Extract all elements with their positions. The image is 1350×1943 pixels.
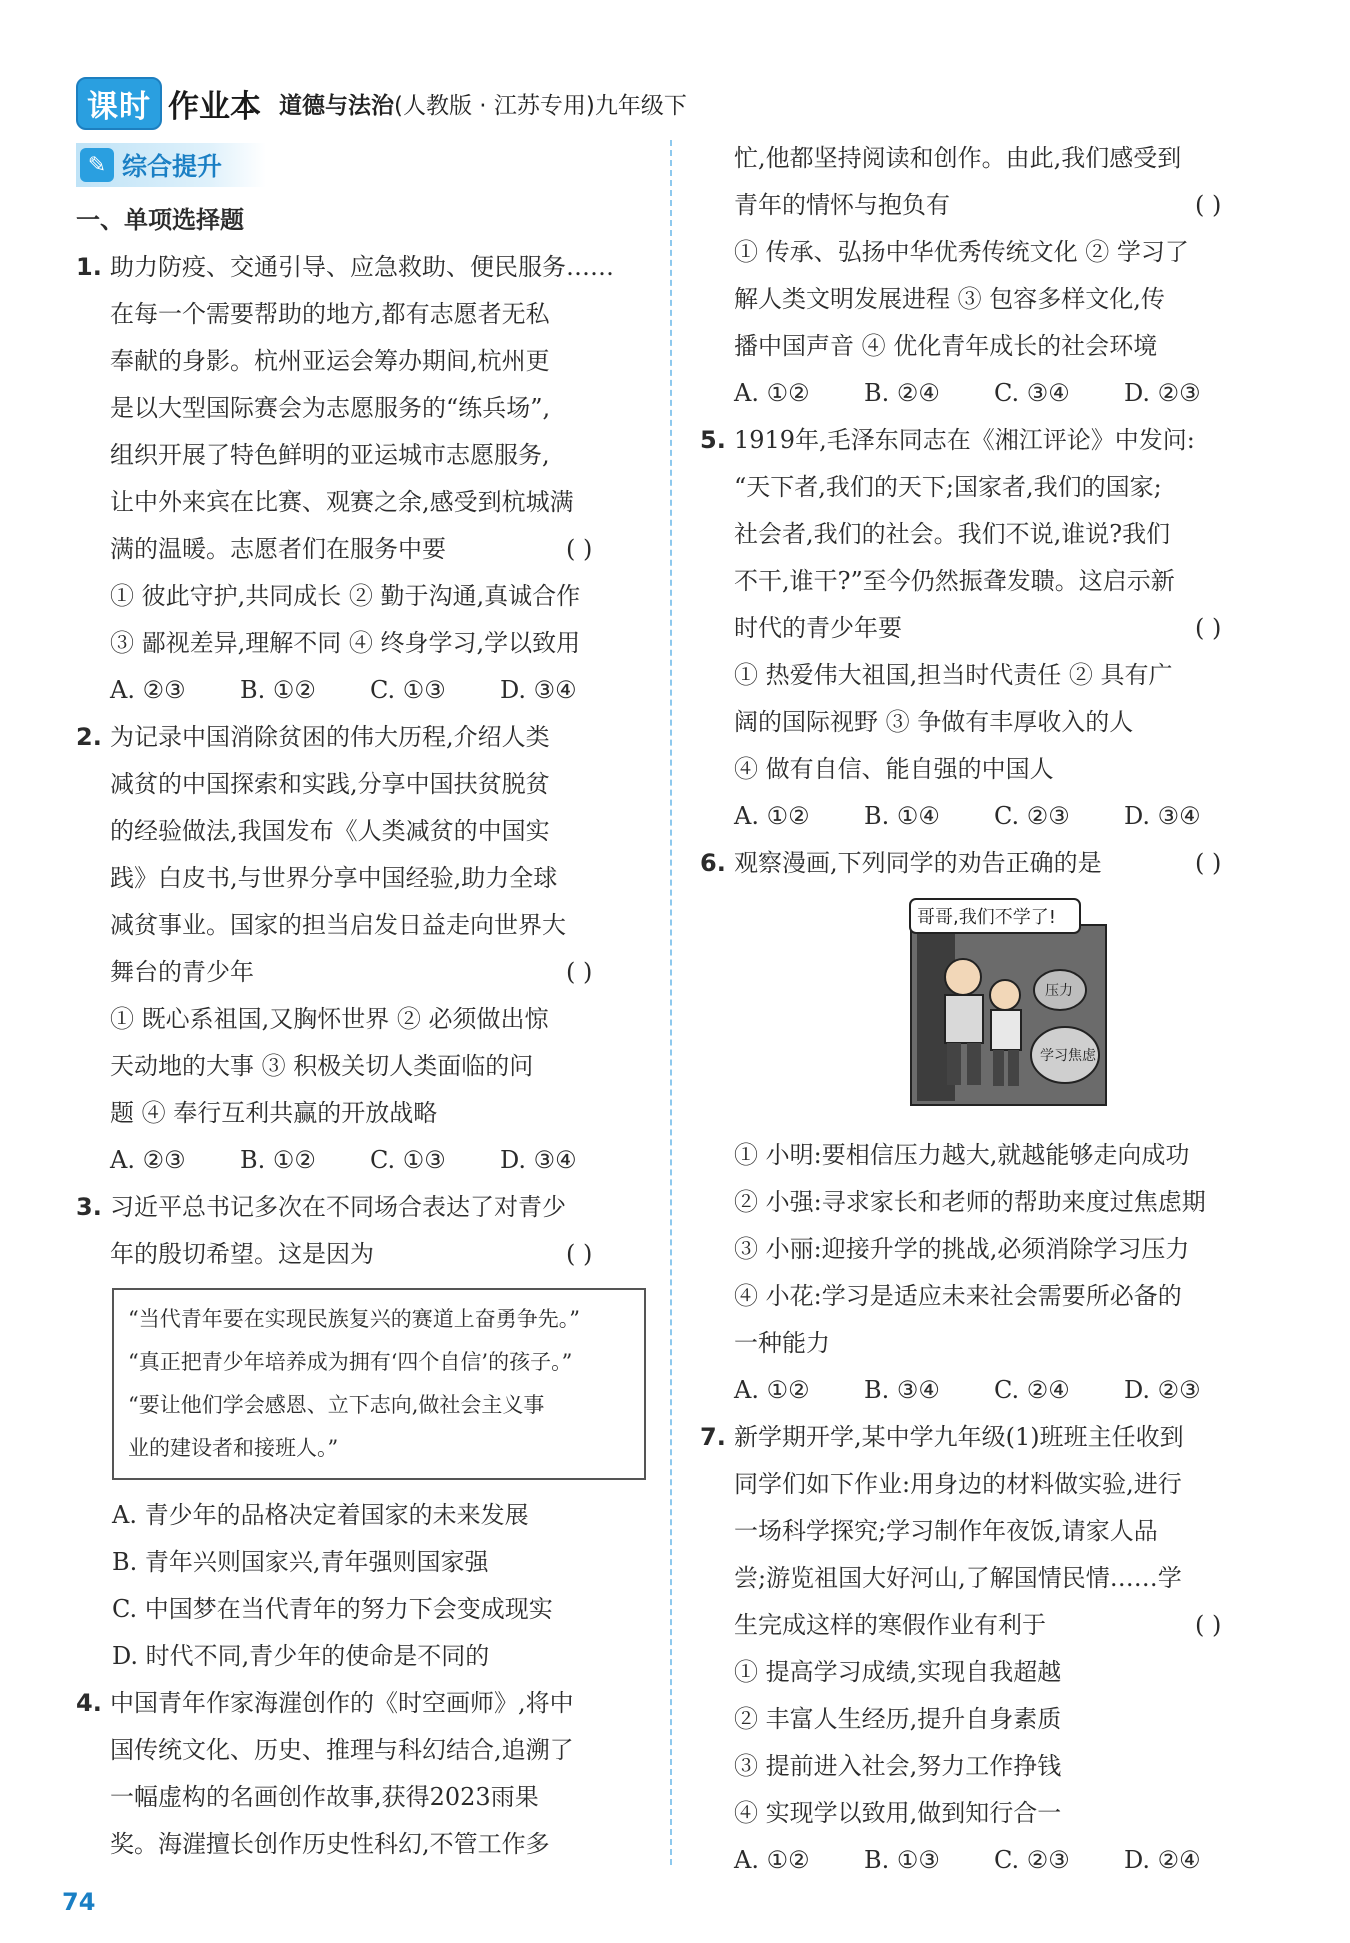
stem-line: 青年的情怀与抱负有 ( ) [700,182,1275,229]
option-c: C. ②③ [994,1846,1070,1874]
stem-line: 同学们如下作业:用身边的材料做实验,进行 [734,1470,1182,1498]
cartoon-image [905,895,1110,1110]
choice-item: 题 ④ 奉行互利共赢的开放战略 [110,1099,438,1127]
choice-item: ① 提高学习成绩,实现自我超越 [734,1658,1062,1686]
stem-line: 在每一个需要帮助的地方,都有志愿者无私 [110,300,550,328]
option-a: A. ①② [734,1376,810,1404]
stem-line: “天下者,我们的天下;国家者,我们的国家; [734,473,1162,501]
choice-item: ① 既心系祖国,又胸怀世界 ② 必须做出惊 [110,1005,549,1033]
option-d: D. 时代不同,青少年的使命是不同的 [112,1642,490,1670]
section-title: 综合提升 [122,152,223,181]
answer-blank: ( ) [566,1240,593,1268]
stem-line: 一幅虚构的名画创作故事,获得2023雨果 [110,1783,539,1811]
option-b: B. ①② [240,676,316,704]
choice-item: ④ 实现学以致用,做到知行合一 [734,1799,1062,1827]
stem-line: 生完成这样的寒假作业有利于 ( ) [734,1602,1275,1649]
option-b: B. ①② [240,1146,316,1174]
stem-line: 为记录中国消除贫困的伟大历程,介绍人类 [110,723,550,751]
stem-line: 尝;游览祖国大好河山,了解国情民情……学 [734,1564,1182,1592]
stem-line: 习近平总书记多次在不同场合表达了对青少 [110,1193,566,1221]
question-number: 6. [700,849,726,877]
anxiety-label: 学习焦虑 [1040,1048,1096,1064]
answer-options [700,1367,1275,1414]
stem-line: 满的温暖。志愿者们在服务中要 ( ) [110,526,646,573]
choice-item: ③ 提前进入社会,努力工作挣钱 [734,1752,1062,1780]
question-1 [76,244,646,714]
question-number: 4. [76,1689,102,1717]
child-head [990,980,1020,1010]
option-a: A. 青少年的品格决定着国家的未来发展 [112,1501,529,1529]
stem-line: 奖。海漄擅长创作历史性科幻,不管工作多 [110,1830,550,1858]
stem-line: 是以大型国际赛会为志愿服务的“练兵场”, [110,394,551,422]
option-a: A. ①② [734,379,810,407]
answer-blank: ( ) [1195,614,1222,642]
choice-item: ① 传承、弘扬中华优秀传统文化 ② 学习了 [734,238,1189,266]
option-d: D. ③④ [1124,802,1201,830]
choice-item: ④ 小花:学习是适应未来社会需要所必备的 [734,1282,1182,1310]
option-a: A. ②③ [110,676,186,704]
quote-line: “当代青年要在实现民族复兴的赛道上奋勇争先。” [128,1307,580,1331]
question-number: 1. [76,253,102,281]
choice-item: ④ 做有自信、能自强的中国人 [734,755,1054,783]
choice-item: ① 热爱伟大祖国,担当时代责任 ② 具有广 [734,661,1173,689]
answer-blank: ( ) [1195,191,1222,219]
stem-line: 新学期开学,某中学九年级(1)班班主任收到 [734,1423,1184,1451]
pencil-check-icon: ✎ [80,148,114,182]
option-b: B. 青年兴则国家兴,青年强则国家强 [112,1548,489,1576]
question-number: 3. [76,1193,102,1221]
option-d: D. ②③ [1124,379,1201,407]
choice-item: ② 小强:寻求家长和老师的帮助来度过焦虑期 [734,1188,1206,1216]
left-column [76,200,646,1868]
answer-options [700,793,1275,840]
question-7 [700,1414,1275,1884]
stem-line: 社会者,我们的社会。我们不说,谁说?我们 [734,520,1171,548]
stem-line: 1919年,毛泽东同志在《湘江评论》中发问: [734,426,1195,454]
quote-line: “要让他们学会感恩、立下志向,做社会主义事 [128,1393,545,1417]
pressure-label: 压力 [1045,983,1073,999]
question-type-heading: 一、单项选择题 [76,206,244,234]
stem-line: 的经验做法,我国发布《人类减贫的中国实 [110,817,550,845]
stem-line: 助力防疫、交通引导、应急救助、便民服务…… [110,253,614,281]
stem-line: 践》白皮书,与世界分享中国经验,助力全球 [110,864,558,892]
stem-line: 减贫事业。国家的担当启发日益走向世界大 [110,911,566,939]
question-4 [76,1680,646,1868]
answer-options [700,370,1275,417]
question-6 [700,840,1275,1414]
option-c: C. ①③ [370,676,446,704]
stem-line: 国传统文化、历史、推理与科幻结合,追溯了 [110,1736,574,1764]
subject-title: 道德与法治(人教版 · 江苏专用)九年级下 [279,92,687,119]
option-c: C. ③④ [994,379,1070,407]
right-column [700,135,1275,1884]
stem-line: 年的殷切希望。这是因为 ( ) [110,1231,646,1278]
question-number: 7. [700,1423,726,1451]
choice-item: ③ 鄙视差异,理解不同 ④ 终身学习,学以致用 [110,629,581,657]
stem-line: 不干,谁干?”至今仍然振聋发聩。这启示新 [734,567,1175,595]
option-d: D. ③④ [500,676,577,704]
answer-blank: ( ) [566,535,593,563]
speech-text: 哥哥,我们不学了! [917,907,1056,928]
option-c: C. ①③ [370,1146,446,1174]
child-body [991,1010,1021,1050]
option-a: A. ①② [734,1846,810,1874]
quote-line: “真正把青少年培养成为拥有‘四个自信’的孩子。” [128,1350,573,1374]
stem-line: 组织开展了特色鲜明的亚运城市志愿服务, [110,441,550,469]
quote-box [112,1288,646,1480]
brand-name: 作业本 [168,88,261,125]
option-d: D. ②④ [1124,1846,1201,1874]
choice-item: ① 小明:要相信压力越大,就越能够走向成功 [734,1141,1190,1169]
option-c: C. 中国梦在当代青年的努力下会变成现实 [112,1595,553,1623]
option-b: B. ②④ [864,379,940,407]
answer-options [76,1137,646,1184]
stem-line: 让中外来宾在比赛、观赛之余,感受到杭城满 [110,488,574,516]
column-divider [670,140,672,1865]
stem-line: 忙,他都坚持阅读和创作。由此,我们感受到 [734,144,1182,172]
choice-item: ② 丰富人生经历,提升自身素质 [734,1705,1062,1733]
option-a: A. ①② [734,802,810,830]
stem-line: 舞台的青少年 ( ) [110,949,646,996]
boy-body [945,995,983,1043]
option-b: B. ①④ [864,802,940,830]
answer-blank: ( ) [1195,1611,1222,1639]
page-number: 74 [62,1888,96,1916]
stem-line: 减贫的中国探索和实践,分享中国扶贫脱贫 [110,770,550,798]
question-2 [76,714,646,1184]
quote-line: 业的建设者和接班人。” [128,1436,339,1460]
question-3 [76,1184,646,1680]
stem-line: 奉献的身影。杭州亚运会筹办期间,杭州更 [110,347,550,375]
answer-blank: ( ) [1195,849,1222,877]
section-badge [76,143,266,187]
choice-item: ③ 小丽:迎接升学的挑战,必须消除学习压力 [734,1235,1190,1263]
option-a: A. ②③ [110,1146,186,1174]
question-number: 5. [700,426,726,454]
stem-line: 观察漫画,下列同学的劝告正确的是 ( ) [734,840,1275,887]
option-b: B. ①③ [864,1846,940,1874]
question-4-continued [700,135,1275,417]
option-c: C. ②③ [994,802,1070,830]
answer-options [76,667,646,714]
question-5 [700,417,1275,840]
option-d: D. ②③ [1124,1376,1201,1404]
choice-item: ① 彼此守护,共同成长 ② 勤于沟通,真诚合作 [110,582,581,610]
boy-head [945,959,981,995]
stem-line: 一场科学探究;学习制作年夜饭,请家人品 [734,1517,1158,1545]
choice-item: 天动地的大事 ③ 积极关切人类面临的问 [110,1052,534,1080]
choice-item: 播中国声音 ④ 优化青年成长的社会环境 [734,332,1158,360]
option-d: D. ③④ [500,1146,577,1174]
brand-logo: 课时 [76,77,162,130]
answer-options [700,1837,1275,1884]
question-number: 2. [76,723,102,751]
choice-item: 一种能力 [734,1329,830,1357]
answer-blank: ( ) [566,958,593,986]
option-b: B. ③④ [864,1376,940,1404]
choice-item: 解人类文明发展进程 ③ 包容多样文化,传 [734,285,1165,313]
stem-line: 中国青年作家海漄创作的《时空画师》,将中 [110,1689,574,1717]
page-header [76,80,687,126]
option-c: C. ②④ [994,1376,1070,1404]
stem-line: 时代的青少年要 ( ) [734,605,1275,652]
choice-item: 阔的国际视野 ③ 争做有丰厚收入的人 [734,708,1134,736]
